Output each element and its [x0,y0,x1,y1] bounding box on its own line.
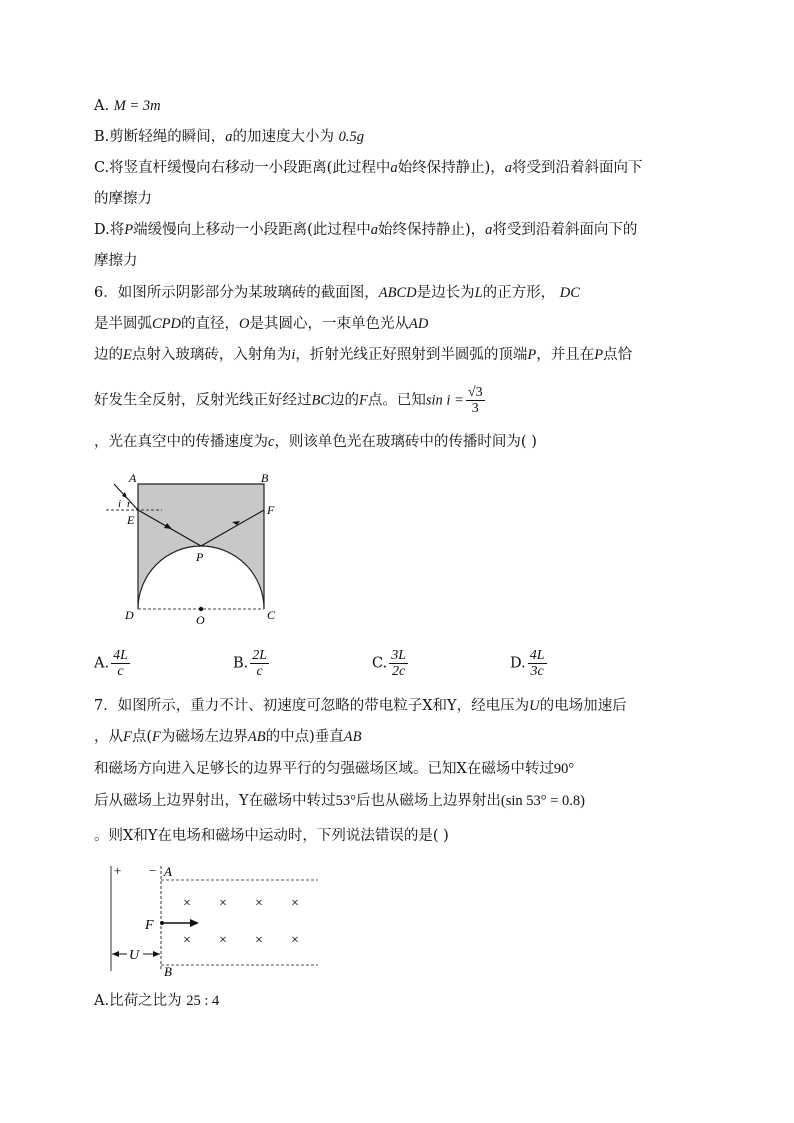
field-cross-icon: × [219,933,227,948]
q6-stem-line1: 6．如图所示阴影部分为某玻璃砖的截面图，ABCD是边长为L的正方形， DC [94,285,580,301]
q5-option-b: B.剪断轻绳的瞬间，a的加速度大小为 0.5g [94,129,364,145]
field-cross-icon: × [291,896,299,911]
q7-stem-line4: 后从磁场上边界射出，Y在磁场中转过53°后也从磁场上边界射出(sin 53° = 0.8) [94,793,585,809]
field-crosses [183,896,299,948]
q7-magnetic-field-figure [100,858,325,980]
label-b: B [164,964,172,979]
label-e: E [127,513,135,527]
label-b: B [261,471,269,485]
q7-stem-line1: 7．如图所示，重力不计、初速度可忽略的带电粒子X和Y，经电压为U的电场加速后 [94,698,627,714]
label-f: F [145,918,154,933]
q5-option-c: C.将竖直杆缓慢向右移动一小段距离(此过程中a始终保持静止)，a将受到沿着斜面向下 [94,160,643,176]
label-angle-r: r [127,498,132,510]
field-cross-icon: × [219,896,227,911]
sin-i-fraction: $\frac{√3}{3}$ [467,385,483,416]
q6-option-c: C. $\frac{3L}{2c}$ [372,648,406,679]
label-d: D [125,608,134,622]
q6-stem-line2: 是半圆弧CPD的直径，O是其圆心，一束单色光从AD [94,316,429,332]
q7-option-a: A.比荷之比为 25 : 4 [94,993,220,1009]
velocity-arrow-head-icon [190,919,199,927]
label-plus: + [114,863,122,878]
field-cross-icon: × [183,896,191,911]
q6-stem-line3: 边的E点射入玻璃砖，入射角为i，折射光线正好照射到半圆弧的顶端P，并且在P点恰 [94,347,633,363]
field-cross-icon: × [255,896,263,911]
q6-stem-line5: ，光在真空中的传播速度为c，则该单色光在玻璃砖中的传播时间为( ) [94,434,537,450]
field-cross-icon: × [255,933,263,948]
q5-option-c-cont: 的摩擦力 [94,191,152,207]
q6-option-a: A. $\frac{4L}{c}$ [94,648,128,679]
center-point-o [199,607,203,611]
field-cross-icon: × [183,933,191,948]
label-a: A [164,864,172,879]
label-f: F [267,503,275,517]
label-u: U [129,948,140,963]
label-o: O [196,613,205,627]
label-p: P [196,550,204,564]
glass-cross-section [138,484,264,609]
label-angle-i: i [118,498,122,510]
voltage-arrow-left-icon [112,951,119,957]
q5-option-a: A. M = 3m [94,98,161,114]
voltage-arrow-right-icon [153,951,160,957]
q6-stem-line4: 好发生全反射，反射光线正好经过BC边的F点。已知sin i = $\frac{√3}{3}$ [94,385,483,416]
field-cross-icon: × [291,933,299,948]
q5-option-d-cont: 摩擦力 [94,253,138,269]
q6-glass-brick-figure [100,468,290,628]
label-a: A [129,471,137,485]
q7-stem-line5: 。则X和Y在电场和磁场中运动时，下列说法错误的是( ) [94,828,449,844]
q7-stem-line2: ，从F点(F为磁场左边界AB的中点)垂直AB [94,729,362,745]
label-minus: − [149,863,157,878]
q7-stem-line3: 和磁场方向进入足够长的边界平行的匀强磁场区域。已知X在磁场中转过90° [94,761,575,777]
label-c: C [267,608,276,622]
q6-option-d: D. $\frac{4L}{3c}$ [510,648,545,679]
q5-option-d: D.将P端缓慢向上移动一小段距离(此过程中a始终保持静止)，a将受到沿着斜面向下的 [94,222,638,238]
q6-option-b: B. $\frac{2L}{c}$ [233,648,268,679]
